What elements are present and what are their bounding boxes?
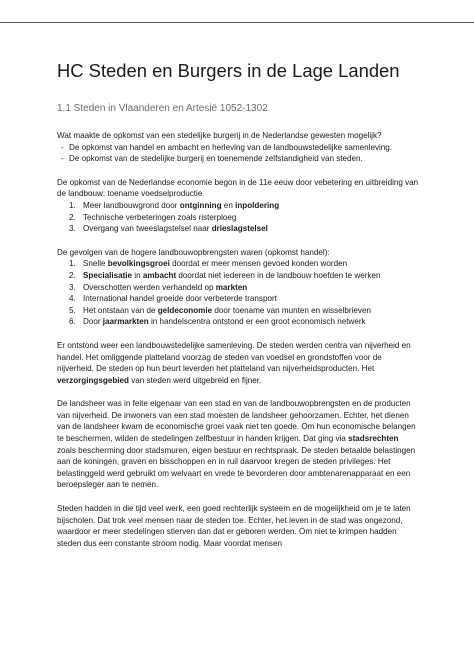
list-item: 2. Specialisatie in ambacht doordat niet iedereen in de landbouw hoefden te werken — [69, 270, 381, 280]
economy-list — [57, 200, 419, 235]
answer-item: - De opkomst van handel en ambacht en herleving van de landbouwstedelijke samenleving. — [57, 142, 419, 154]
consequences-paragraph: De gevolgen van de hogere landbouwopbrengsten waren (opkomst handel): — [57, 247, 330, 257]
city-paragraph: Er ontstond weer een landbouwstedelijke samenleving. De steden werden centra van nijverheid en handel. Het omliggende platteland voorzag de steden van voedsel en grondstoffen voor de nijverheid. De steden op hun beurt leverden het platteland van nijverheidsproducten. Het verzorgingsgebied van steden werd uitgebreid en fijner. — [57, 340, 411, 385]
section-heading: 1.1 Steden in Vlaanderen en Artesië 1052-1302 — [57, 103, 268, 114]
answer-item: - De opkomst van de stedelijke burgerij en toenemende zelfstandigheid van steden. — [57, 153, 419, 165]
landlord-paragraph: De landsheer was in feite eigenaar van een stad en van de landbouwopbrengsten en de producten van nijverheid. De inwoners van een stad moesten de landsheer gehoorzamen. Echter, het dienen van de landsheer kwam de economische groei vaak niet ten goede. Om hun economische belangen te beschermen, wilden de stedelingen zelfbestuur in handen krijgen. Dat ging via stadsrechten zoals bescherming door stadsmuren, eigen bestuur en rechtspraak. De steden betaalde belastingen aan de koningen, graven en bisschoppen en in ruil daarvoor kregen de steden privileges. Het belastinggeld werd gebruikt om welvaart en vrede te bevorderen door ambtenarenapparaat en een beroepsleger aan te nemen. — [57, 399, 416, 490]
list-item: 2. Technische verbeteringen zoals risterploeg — [69, 212, 237, 222]
list-item: 4. International handel groeide door verbeterde transport — [69, 294, 277, 304]
document-title: HC Steden en Burgers in de Lage Landen — [57, 60, 400, 81]
top-rule — [0, 22, 474, 23]
list-item: 3. Overschotten werden verhandeld op markten — [69, 282, 248, 292]
list-item: 3. Overgang van tweeslagstelsel naar drieslagstelsel — [69, 224, 268, 234]
list-item: 5. Het ontstaan van de geldeconomie door toename van munten en wisselbrieven — [69, 305, 371, 315]
document-body — [57, 60, 419, 549]
list-item: 6. Door jaarmarkten in handelscentra ontstond er een groot economisch netwerk — [69, 317, 366, 327]
answer-list — [57, 142, 419, 165]
consequence-list — [57, 258, 419, 328]
city-life-paragraph: Steden hadden in die tijd veel werk, een goed rechterlijk systeem en de mogelijkheid om je te laten bijscholen. Dat trok veel mensen naar de steden toe. Echter, het leven in de stad was ongezond, waardoor er meer stedelingen stierven dan dat er geboren werden. Om niet te krimpen hadden steden dus een constante stroom nodig. Maar voordat mensen — [57, 504, 411, 548]
list-item: 1. Snelle bevolkingsgroei doordat er meer mensen gevoed konden worden — [69, 259, 348, 269]
economy-paragraph: De opkomst van de Nederlandse economie begon in de 11e eeuw door vebetering en uitbreiding van de landbouw: toename voedselproductie — [57, 177, 419, 199]
question-text: Wat maakte de opkomst van een stedelijke burgerij in de Nederlandse gewesten mogelijk? — [57, 131, 382, 140]
list-item: 1. Meer landbouwgrond door ontginning en inpoldering — [69, 200, 280, 210]
